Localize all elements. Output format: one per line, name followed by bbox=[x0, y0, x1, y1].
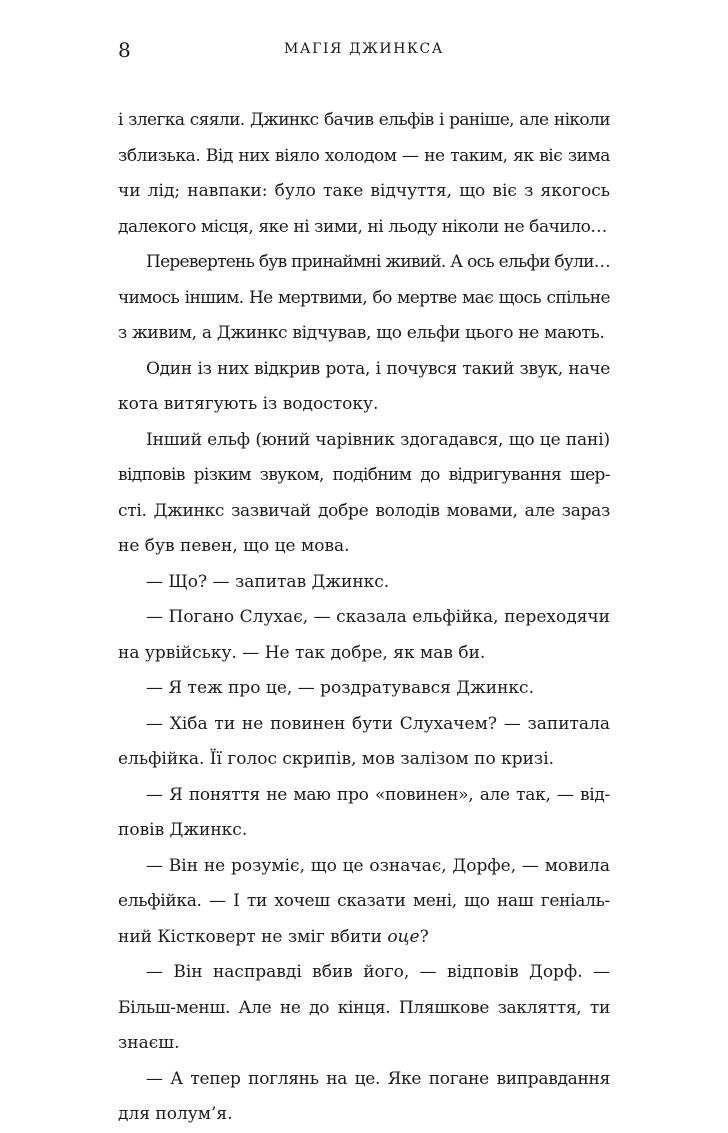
text-line: — Хіба ти не повинен бути Слухачем? — запитала bbox=[146, 713, 610, 734]
text-line: Перевертень був принаймні живий. А ось ельфи були… bbox=[146, 252, 610, 272]
text-line: відповів різким звуком, подібним до відригування шер- bbox=[118, 465, 610, 485]
text-line bbox=[118, 920, 610, 956]
text-line: — Що? — запитав Джинкс. bbox=[146, 571, 390, 592]
text-line: і злегка сяяли. Джинкс бачив ельфів і раніше, але ніколи bbox=[118, 110, 610, 130]
text-line: на урвійську. — Не так добре, як мав би. bbox=[118, 642, 486, 663]
page-header bbox=[118, 38, 610, 68]
text-line: для полум’я. bbox=[118, 1104, 233, 1124]
text-line: — Я теж про це, — роздратувався Джинкс. bbox=[146, 678, 534, 698]
text-line: — Він насправді вбив його, — відповів Дорф. — bbox=[146, 962, 610, 982]
text-line: кота витягують із водостоку. bbox=[118, 394, 379, 414]
text-line: чи лід; навпаки: було таке відчуття, що віє з якогось bbox=[118, 181, 610, 201]
running-title: МАГІЯ ДЖИНКСА bbox=[284, 41, 444, 57]
text-line: Один із них відкрив рота, і почувся такий звук, наче bbox=[146, 358, 610, 379]
page-number: 8 bbox=[118, 38, 132, 62]
text-line: з живим, а Джинкс відчував, що ельфи цього не мають. bbox=[118, 323, 605, 343]
text-fragment: ? bbox=[419, 926, 429, 947]
text-line: зблизька. Від них віяло холодом — не таким, як віє зима bbox=[118, 145, 610, 166]
italic-word: оце bbox=[387, 926, 420, 947]
text-line: — Він не розуміє, що це означає, Дорфе, — мовила bbox=[146, 855, 610, 876]
body-text bbox=[118, 103, 610, 1133]
text-line: не був певен, що це мова. bbox=[118, 536, 350, 556]
text-line: Інший ельф (юний чарівник здогадався, що це пані) bbox=[146, 429, 610, 450]
text-fragment: ний Кістковерт не зміг вбити bbox=[118, 926, 388, 947]
text-line: сті. Джинкс зазвичай добре володів мовами, але зараз bbox=[118, 500, 610, 521]
text-line: ельфійка. — І ти хочеш сказати мені, що наш геніаль- bbox=[118, 891, 610, 911]
text-line: далекого місця, яке ні зими, ні льоду ніколи не бачило… bbox=[118, 216, 607, 237]
text-line: знаєш. bbox=[118, 1033, 180, 1053]
text-line: чимось іншим. Не мертвими, бо мертве має щось спільне bbox=[118, 287, 610, 308]
text-line: — А тепер поглянь на це. Яке погане виправдання bbox=[146, 1068, 610, 1089]
text-line: — Погано Слухає, — сказала ельфійка, переходячи bbox=[146, 607, 610, 627]
text-line: ельфійка. Її голос скрипів, мов залізом по кризі. bbox=[118, 749, 555, 769]
text-line: повів Джинкс. bbox=[118, 820, 248, 840]
text-line: — Я поняття не маю про «повинен», але так, — від- bbox=[146, 784, 610, 805]
text-line: Більш-менш. Але не до кінця. Пляшкове закляття, ти bbox=[118, 997, 610, 1018]
